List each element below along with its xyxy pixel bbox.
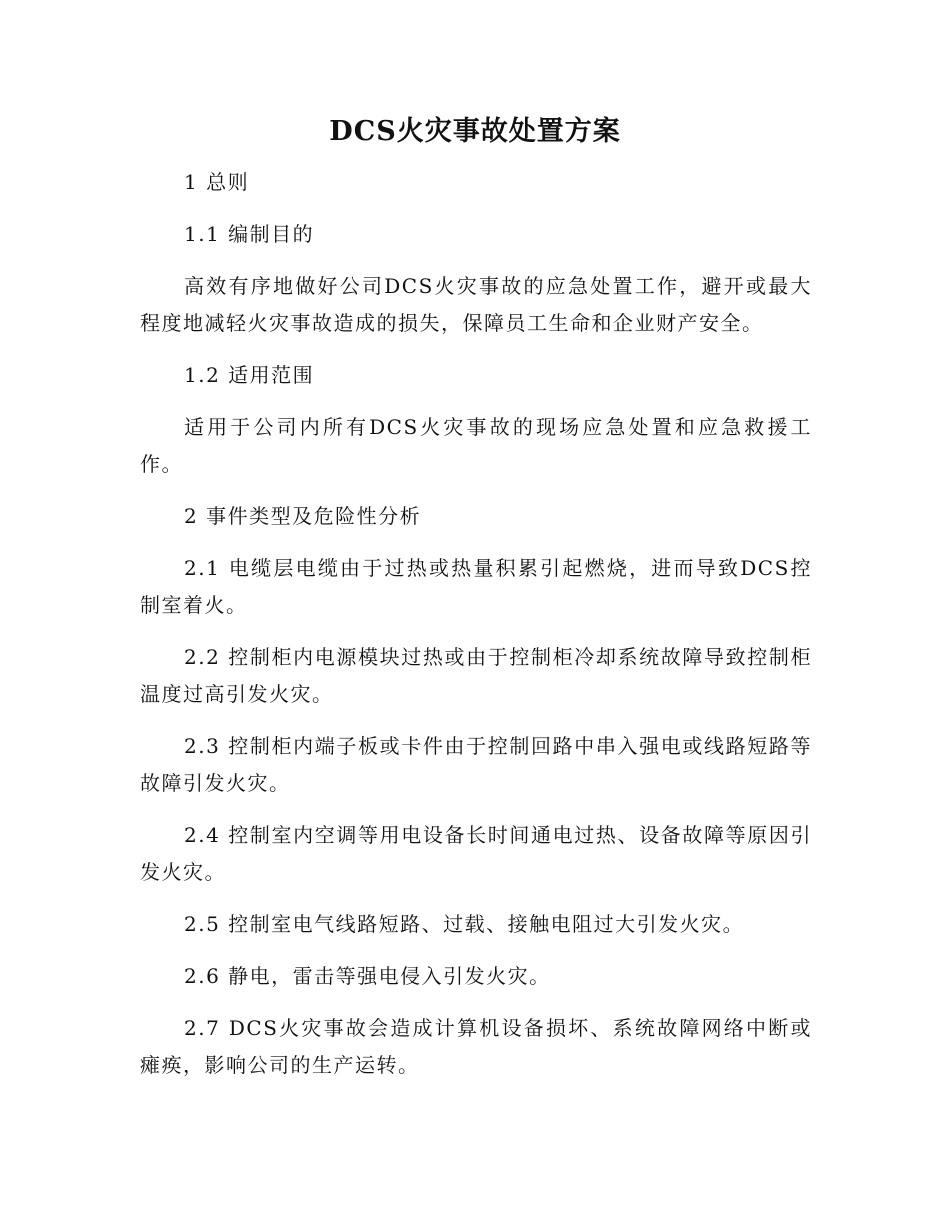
paragraph-scope: 适用于公司内所有DCS火灾事故的现场应急处置和应急救援工作。 bbox=[140, 415, 812, 476]
paragraph-risk-2-6: 2.6 静电，雷击等强电侵入引发火灾。 bbox=[184, 964, 551, 988]
document-body bbox=[140, 164, 812, 1099]
paragraph-risk-2-2: 2.2 控制柜内电源模块过热或由于控制柜冷却系统故障导致控制柜温度过高引发火灾。 bbox=[140, 645, 812, 706]
paragraph-risk-2-7: 2.7 DCS火灾事故会造成计算机设备损坏、系统故障网络中断或瘫痪，影响公司的生产运转。 bbox=[140, 1016, 812, 1077]
paragraph-risk-2-4: 2.4 控制室内空调等用电设备长时间通电过热、设备故障等原因引发火灾。 bbox=[140, 823, 812, 884]
section-heading-risk-analysis: 2 事件类型及危险性分析 bbox=[184, 504, 422, 528]
paragraph-risk-2-1: 2.1 电缆层电缆由于过热或热量积累引起燃烧，进而导致DCS控制室着火。 bbox=[140, 556, 812, 617]
subsection-heading-scope: 1.2 适用范围 bbox=[184, 363, 315, 387]
document-title: DCS火灾事故处置方案 bbox=[329, 116, 621, 147]
subsection-heading-purpose: 1.1 编制目的 bbox=[184, 222, 315, 246]
paragraph-risk-2-5: 2.5 控制室电气线路短路、过载、接触电阻过大引发火灾。 bbox=[184, 912, 745, 936]
paragraph-purpose: 高效有序地做好公司DCS火灾事故的应急处置工作，避开或最大程度地减轻火灾事故造成的损失，保障员工生命和企业财产安全。 bbox=[140, 274, 812, 335]
section-heading-general: 1 总则 bbox=[184, 170, 250, 194]
paragraph-risk-2-3: 2.3 控制柜内端子板或卡件由于控制回路中串入强电或线路短路等故障引发火灾。 bbox=[140, 734, 812, 795]
